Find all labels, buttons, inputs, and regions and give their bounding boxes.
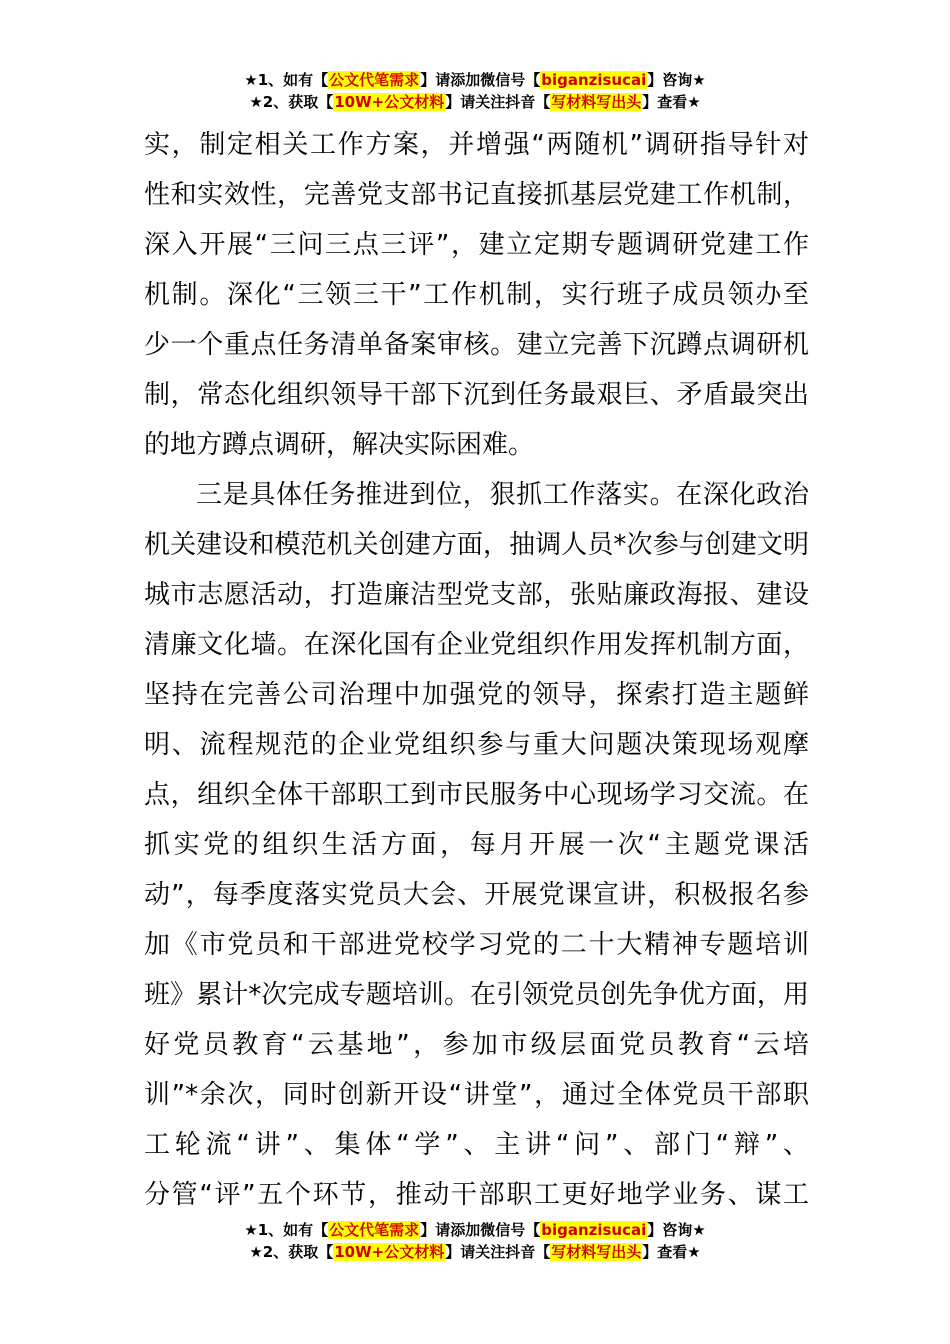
body-line: 机制。深化“三领三干”工作机制，实行班子成员领办至	[144, 280, 809, 310]
banner-line-2: ★2、获取【10W+公文材料】请关注抖音【写材料写出头】查看★	[249, 1243, 701, 1261]
body-line: 城市志愿活动，打造廉洁型党支部，张贴廉政海报、建设	[144, 580, 809, 610]
body-line: 的地方蹲点调研，解决实际困难。	[144, 430, 535, 460]
body-line: 性和实效性，完善党支部书记直接抓基层党建工作机制，	[144, 180, 809, 210]
highlight-douyin-account: 写材料写出头	[551, 1243, 642, 1261]
body-line: 好党员教育“云基地”，参加市级层面党员教育“云培	[144, 1030, 809, 1060]
highlight-materials: 10W+公文材料	[334, 1243, 445, 1261]
footer-banner	[0, 1219, 950, 1263]
banner-line-1: ★1、如有【公文代笔需求】请添加微信号【biganzisucai】咨询★	[244, 71, 706, 89]
paragraph-start-line: 三是具体任务推进到位，狠抓工作落实。在深化政治	[196, 480, 809, 510]
body-line: 坚持在完善公司治理中加强党的领导，探索打造主题鲜	[144, 680, 809, 710]
document-body	[144, 120, 809, 1220]
body-line: 训”*余次，同时创新开设“讲堂”，通过全体党员干部职	[144, 1080, 809, 1110]
highlight-service: 公文代笔需求	[329, 71, 420, 89]
body-line: 班》累计*次完成专题培训。在引领党员创先争优方面，用	[144, 980, 809, 1010]
body-line: 制，常态化组织领导干部下沉到任务最艰巨、矛盾最突出	[144, 380, 809, 410]
highlight-materials: 10W+公文材料	[334, 93, 445, 111]
body-line: 机关建设和模范机关创建方面，抽调人员*次参与创建文明	[144, 530, 809, 560]
body-line: 深入开展“三问三点三评”，建立定期专题调研党建工作	[144, 230, 809, 260]
body-line: 抓实党的组织生活方面，每月开展一次“主题党课活	[144, 830, 809, 860]
banner-line-1: ★1、如有【公文代笔需求】请添加微信号【biganzisucai】咨询★	[244, 1221, 706, 1239]
body-line: 少一个重点任务清单备案审核。建立完善下沉蹲点调研机	[144, 330, 809, 360]
body-line: 分管“评”五个环节，推动干部职工更好地学业务、谋工	[144, 1180, 809, 1210]
banner-line-2: ★2、获取【10W+公文材料】请关注抖音【写材料写出头】查看★	[249, 93, 701, 111]
highlight-wechat-id: biganzisucai	[541, 1221, 647, 1239]
body-line: 清廉文化墙。在深化国有企业党组织作用发挥机制方面，	[144, 630, 809, 660]
body-line: 明、流程规范的企业党组织参与重大问题决策现场观摩	[144, 730, 809, 760]
body-line: 加《市党员和干部进党校学习党的二十大精神专题培训	[144, 930, 809, 960]
body-line: 动”，每季度落实党员大会、开展党课宣讲，积极报名参	[144, 880, 809, 910]
highlight-wechat-id: biganzisucai	[541, 71, 647, 89]
body-line: 点，组织全体干部职工到市民服务中心现场学习交流。在	[144, 780, 809, 810]
header-banner	[0, 69, 950, 113]
body-line: 工轮流“讲”、集体“学”、主讲“问”、部门“辩”、	[144, 1130, 809, 1160]
highlight-douyin-account: 写材料写出头	[551, 93, 642, 111]
body-line: 实，制定相关工作方案，并增强“两随机”调研指导针对	[144, 130, 809, 160]
highlight-service: 公文代笔需求	[329, 1221, 420, 1239]
